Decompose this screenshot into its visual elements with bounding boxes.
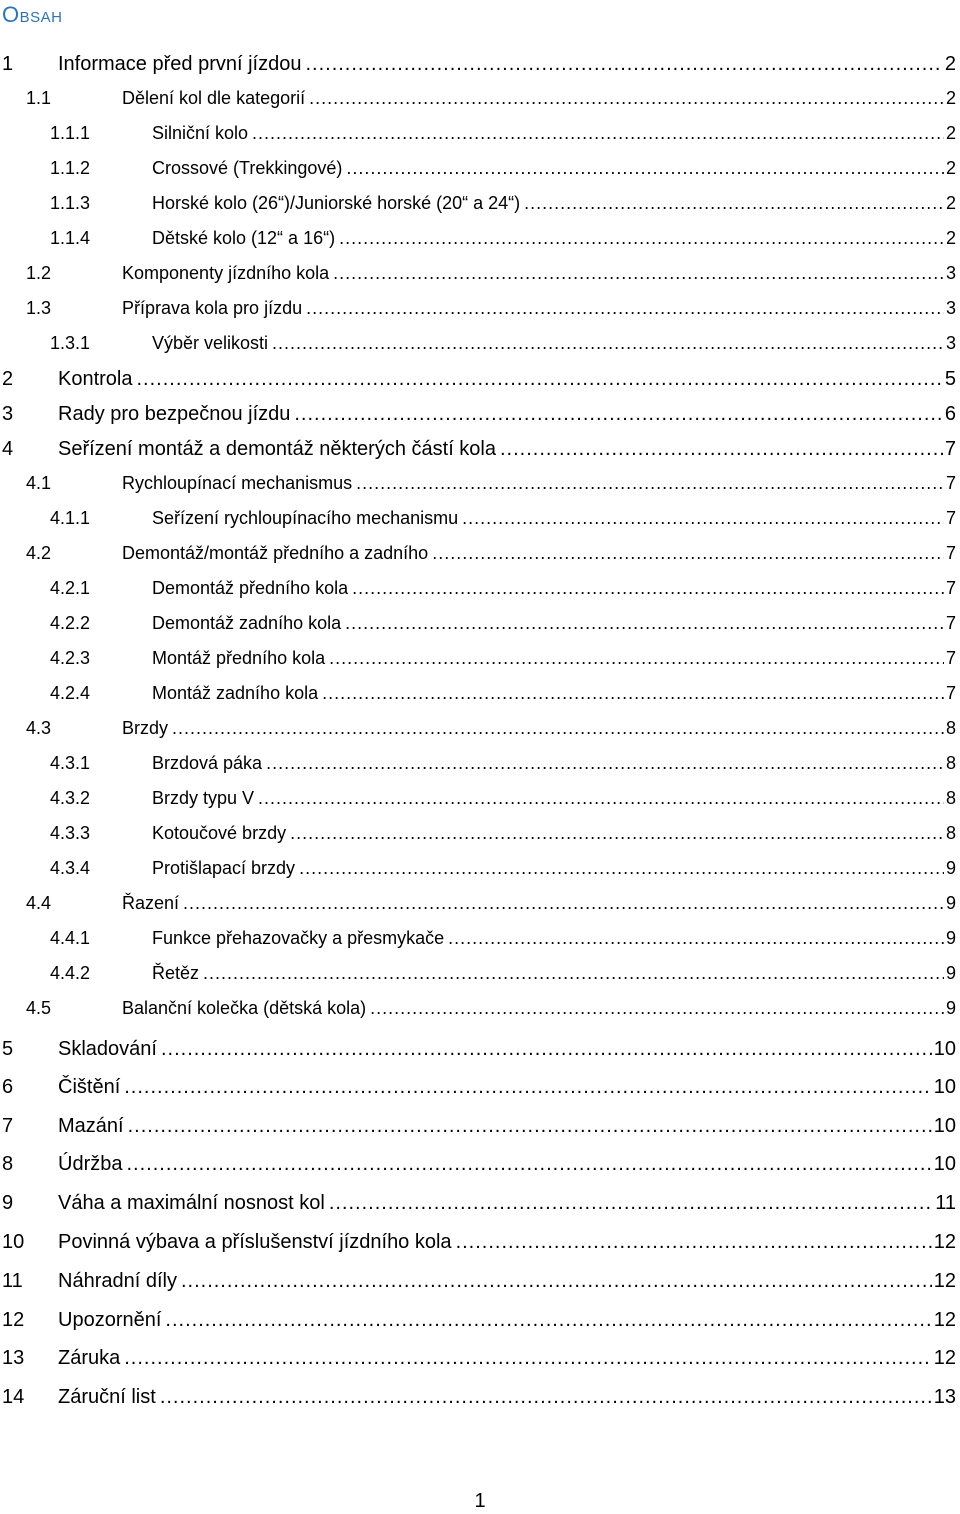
toc-entry[interactable] [50,610,956,636]
toc-entry-title: Brzdy typu V [152,788,255,808]
toc-entry[interactable] [50,120,956,146]
toc-entry-number: 4.3.1 [50,753,91,773]
toc-entry-title: Záruční list [58,1386,156,1408]
toc-dot-leader [266,750,944,776]
toc-entry-page: 2 [945,193,956,213]
toc-dot-leader [329,645,944,671]
toc-entry-page: 2 [944,53,956,75]
toc-dot-leader [165,1306,931,1334]
toc-entry-number: 4 [2,438,14,460]
toc-entry[interactable] [2,1344,956,1372]
toc-entry-page: 2 [945,88,956,108]
toc-dot-leader [306,295,944,321]
toc-dot-leader [272,330,944,356]
toc-entry-number: 1.3.1 [50,333,91,353]
toc-entry-page: 2 [945,123,956,143]
toc-entry-title: Komponenty jízdního kola [122,263,330,283]
toc-entry-number: 4.2.4 [50,683,91,703]
toc-entry[interactable] [26,995,956,1021]
toc-entry-number: 5 [2,1038,14,1060]
toc-entry-page: 7 [945,473,956,493]
toc-dot-leader [305,50,942,78]
toc-entry[interactable] [2,1150,956,1178]
toc-entry-number: 4.2.1 [50,578,91,598]
toc-entry-number: 9 [2,1192,14,1214]
toc-entry-page: 7 [944,438,956,460]
toc-entry[interactable] [50,330,956,356]
toc-entry-page: 2 [945,158,956,178]
toc-dot-leader [456,1228,932,1256]
toc-entry-title: Seřízení montáž a demontáž některých částí kola [58,438,496,460]
toc-entry[interactable] [50,225,956,251]
toc-entry-page: 3 [945,298,956,318]
toc-entry-page: 8 [945,788,956,808]
toc-entry-number: 1 [2,53,14,75]
toc-entry-number: 8 [2,1153,14,1175]
toc-entry-number: 4.2 [26,543,52,563]
toc-entry-page: 6 [944,403,956,425]
toc-dot-leader [258,785,944,811]
toc-entry-title: Povinná výbava a příslušenství jízdního kola [58,1231,452,1253]
toc-dot-leader [352,575,944,601]
toc-entry-number: 7 [2,1115,14,1137]
toc-entry[interactable] [26,470,956,496]
toc-entry-page: 10 [933,1076,956,1098]
toc-entry[interactable] [26,260,956,286]
toc-dot-leader [161,1035,932,1063]
toc-entry-title: Kontrola [58,368,133,390]
toc-entry-title: Seřízení rychloupínacího mechanismu [152,508,459,528]
toc-entry-number: 4.1.1 [50,508,91,528]
toc-entry-number: 6 [2,1076,14,1098]
toc-dot-leader [524,190,944,216]
toc-entry[interactable] [2,1267,956,1295]
toc-entry-page: 2 [945,228,956,248]
toc-dot-leader [346,155,944,181]
toc-entry-page: 7 [945,578,956,598]
toc-entry-page: 3 [945,333,956,353]
toc-dot-leader [252,120,944,146]
toc-entry-title: Záruka [58,1347,121,1369]
toc-entry[interactable] [2,1306,956,1334]
toc-dot-leader [137,365,943,393]
toc-dot-leader [294,400,943,428]
toc-dot-leader [124,1344,932,1372]
toc-entry-title: Mazání [58,1115,124,1137]
toc-entry-number: 1.3 [26,298,52,318]
toc-entry-page: 9 [945,858,956,878]
toc-entry-title: Brzdy [122,718,169,738]
toc-entry-number: 4.4.1 [50,928,91,948]
toc-entry-title: Informace před první jízdou [58,53,302,75]
toc-entry-number: 4.2.2 [50,613,91,633]
toc-entry-page: 12 [933,1231,956,1253]
toc-entry-page: 7 [945,508,956,528]
toc-entry-title: Brzdová páka [152,753,263,773]
page-number: 1 [474,1490,486,1512]
toc-dot-leader [345,610,944,636]
toc-dot-leader [203,960,944,986]
toc-entry-page: 8 [945,718,956,738]
toc-entry-title: Dětské kolo (12“ a 16“) [152,228,336,248]
toc-heading: Obsah [2,2,63,27]
toc-entry-number: 13 [2,1347,25,1369]
toc-entry[interactable] [2,1035,956,1063]
toc-entry-title: Údržba [58,1153,123,1175]
toc-dot-leader [356,470,944,496]
toc-entry-page: 12 [933,1347,956,1369]
toc-entry-page: 9 [945,998,956,1018]
toc-dot-leader [462,505,944,531]
toc-entry-title: Demontáž zadního kola [152,613,342,633]
toc-entry[interactable] [26,85,956,111]
toc-entry[interactable] [50,960,956,986]
toc-entry-page: 10 [933,1038,956,1060]
toc-dot-leader [124,1073,932,1101]
toc-entry-number: 4.3.3 [50,823,91,843]
toc-entry-page: 9 [945,928,956,948]
toc-entry[interactable] [50,785,956,811]
toc-entry-number: 1.1.3 [50,193,91,213]
toc-entry-title: Funkce přehazovačky a přesmykače [152,928,445,948]
toc-entry[interactable] [26,540,956,566]
toc-entry[interactable] [50,855,956,881]
toc-dot-leader [339,225,944,251]
toc-entry-number: 14 [2,1386,25,1408]
toc-entry-title: Čištění [58,1076,121,1098]
toc-dot-leader [172,715,944,741]
toc-entry-page: 8 [945,753,956,773]
toc-entry[interactable] [2,1073,956,1101]
toc-entry-title: Rychloupínací mechanismus [122,473,353,493]
toc-entry-title: Rady pro bezpečnou jízdu [58,403,291,425]
toc-entry-number: 1.2 [26,263,52,283]
toc-entry[interactable] [2,1112,956,1140]
toc-entry-number: 4.4 [26,893,52,913]
toc-dot-leader [160,1383,932,1411]
toc-entry-number: 4.3.4 [50,858,91,878]
toc-entry-number: 2 [2,368,14,390]
toc-entry[interactable] [50,505,956,531]
toc-entry-number: 1.1.4 [50,228,91,248]
toc-entry[interactable] [26,890,956,916]
toc-entry-page: 9 [945,893,956,913]
toc-entry-page: 9 [945,963,956,983]
toc-entry-title: Montáž zadního kola [152,683,319,703]
toc-dot-leader [432,540,944,566]
toc-entry-number: 4.1 [26,473,52,493]
toc-entry-number: 12 [2,1309,25,1331]
toc-entry[interactable] [2,1189,956,1217]
toc-entry[interactable] [50,190,956,216]
toc-entry-page: 12 [933,1309,956,1331]
toc-entry-title: Řetěz [152,963,200,983]
toc-entry-title: Náhradní díly [58,1270,177,1292]
toc-entry[interactable] [50,925,956,951]
toc-entry-page: 13 [933,1386,956,1408]
toc-entry-title: Příprava kola pro jízdu [122,298,303,318]
toc-entry-page: 10 [933,1153,956,1175]
toc-entry-title: Váha a maximální nosnost kol [58,1192,325,1214]
toc-entry-title: Upozornění [58,1309,162,1331]
toc-entry[interactable] [2,50,956,78]
toc-dot-leader [333,260,944,286]
toc-entry-page: 7 [945,648,956,668]
toc-entry[interactable] [50,645,956,671]
toc-entry-page: 12 [933,1270,956,1292]
toc-dot-leader [183,890,944,916]
toc-dot-leader [370,995,944,1021]
toc-entry-page: 5 [944,368,956,390]
toc-dot-leader [500,435,943,463]
toc-entry[interactable] [50,750,956,776]
toc-entry-number: 11 [2,1270,23,1292]
toc-entry[interactable] [2,1383,956,1411]
toc-entry-title: Crossové (Trekkingové) [152,158,343,178]
toc-entry[interactable] [26,295,956,321]
toc-entry-page: 8 [945,823,956,843]
toc-entry-number: 4.2.3 [50,648,91,668]
toc-dot-leader [309,85,944,111]
toc-dot-leader [290,820,944,846]
toc-entry-number: 1.1.2 [50,158,91,178]
toc-entry-number: 4.3 [26,718,52,738]
toc-entry[interactable] [50,680,956,706]
toc-entry[interactable] [2,365,956,393]
toc-entry[interactable] [2,1228,956,1256]
toc-entry-number: 4.4.2 [50,963,91,983]
toc-entry[interactable] [50,155,956,181]
toc-entry[interactable] [50,820,956,846]
toc-entry-title: Demontáž předního kola [152,578,349,598]
toc-entry-title: Skladování [58,1038,157,1060]
toc-entry-page: 7 [945,543,956,563]
toc-entry[interactable] [2,435,956,463]
toc-entry-title: Výběr velikosti [152,333,269,353]
toc-dot-leader [329,1189,933,1217]
toc-entry-page: 7 [945,683,956,703]
toc-entry-title: Dělení kol dle kategorií [122,88,306,108]
toc-entry-page: 10 [933,1115,956,1137]
toc-dot-leader [299,855,944,881]
toc-entry-title: Montáž předního kola [152,648,326,668]
toc-dot-leader [126,1150,931,1178]
toc-dot-leader [322,680,944,706]
toc-entry[interactable] [26,715,956,741]
toc-entry-number: 4.3.2 [50,788,91,808]
toc-entry-title: Kotoučové brzdy [152,823,287,843]
toc-entry-number: 1.1 [26,88,52,108]
toc-entry-number: 4.5 [26,998,52,1018]
toc-entry-title: Demontáž/montáž předního a zadního [122,543,429,563]
toc-entry[interactable] [2,400,956,428]
toc-entry-page: 3 [945,263,956,283]
toc-entry[interactable] [50,575,956,601]
toc-dot-leader [448,925,944,951]
toc-entry-title: Horské kolo (26“)/Juniorské horské (20“ a 24“) [152,193,521,213]
toc-entry-page: 11 [935,1192,956,1214]
toc-entry-title: Balanční kolečka (dětská kola) [122,998,367,1018]
toc-dot-leader [181,1267,932,1295]
toc-entry-title: Protišlapací brzdy [152,858,296,878]
toc-entry-number: 1.1.1 [50,123,91,143]
toc-dot-leader [128,1112,932,1140]
toc-entry-number: 3 [2,403,14,425]
toc-entry-title: Silniční kolo [152,123,249,143]
toc-entry-page: 7 [945,613,956,633]
toc-entry-number: 10 [2,1231,25,1253]
toc-entry-title: Řazení [122,893,180,913]
